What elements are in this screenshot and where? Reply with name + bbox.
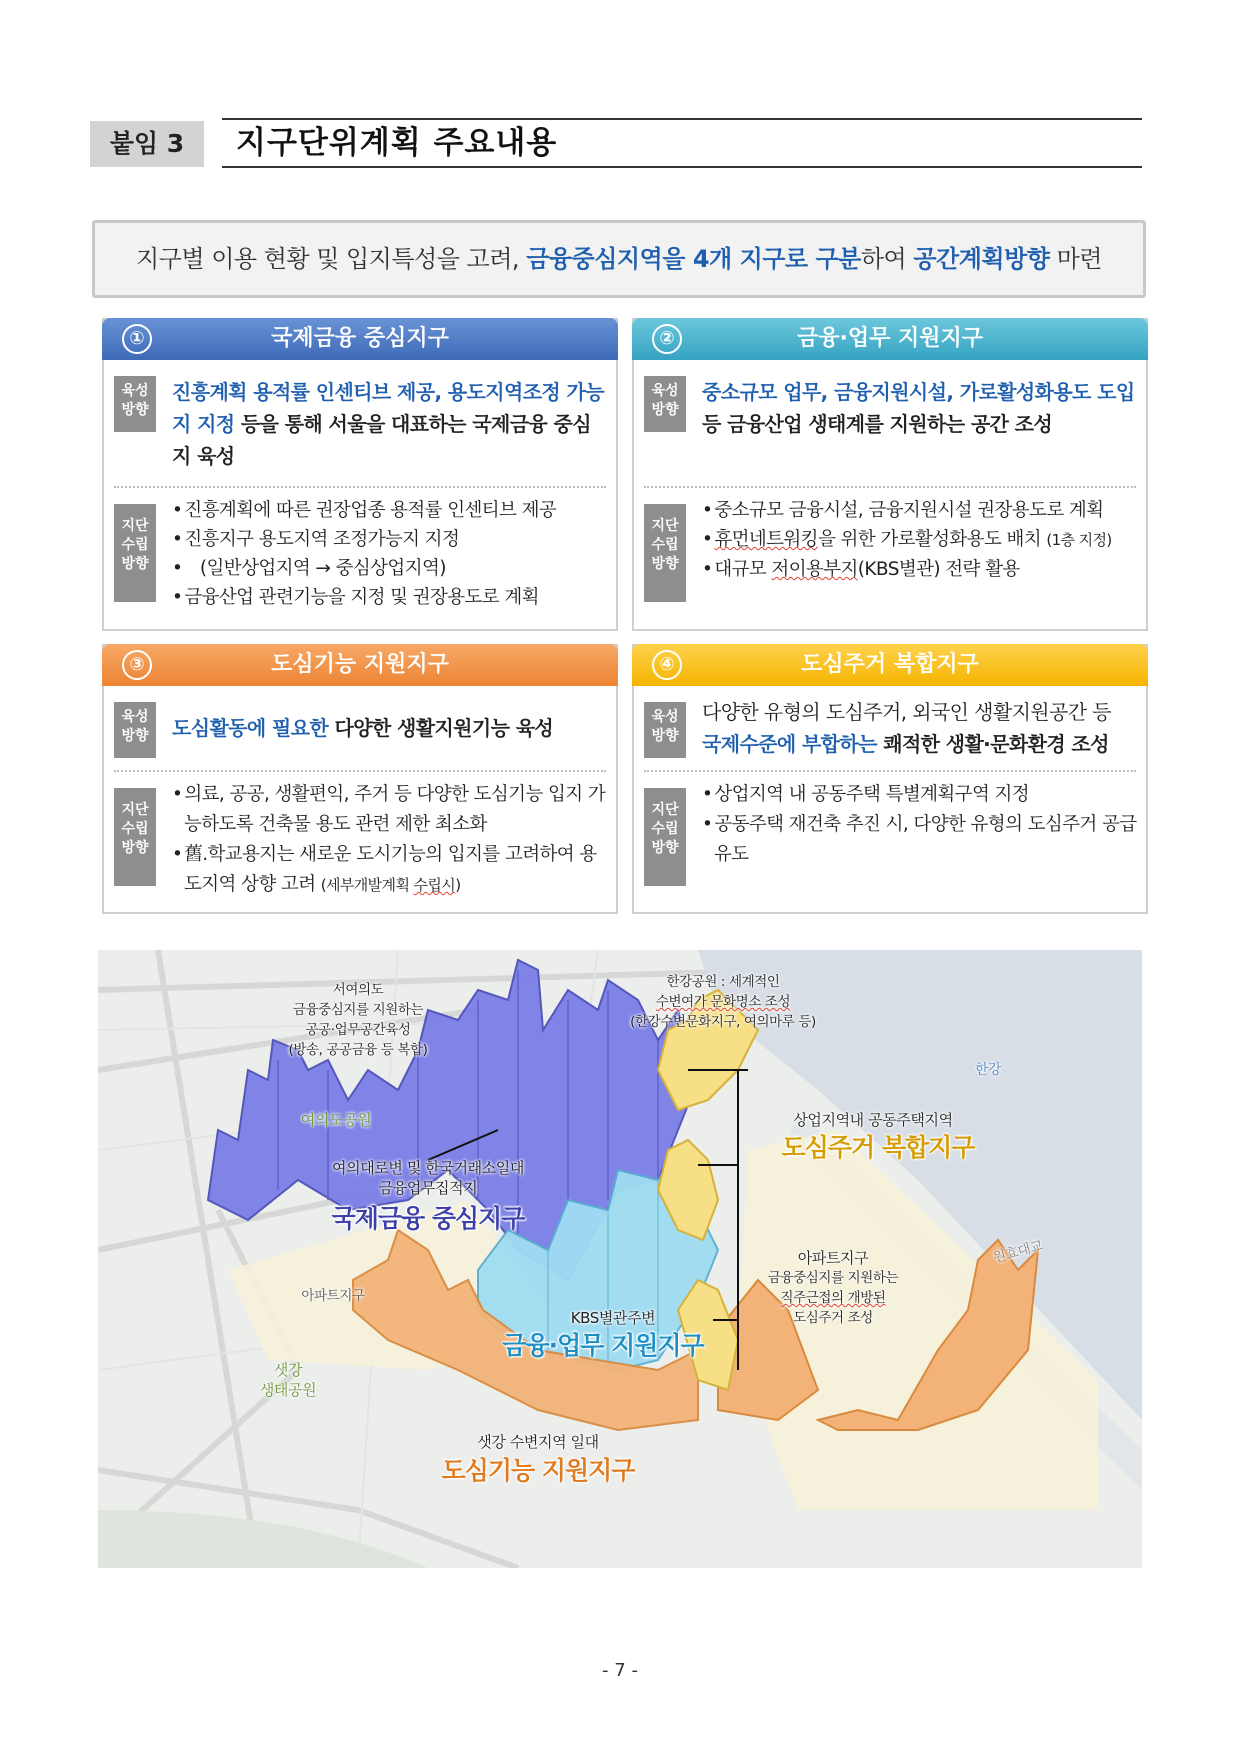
list-item: • 공동주택 재건축 추진 시, 다양한 유형의 도심주거 공급 유도 [702, 810, 1138, 870]
label-hangang: 한강 [974, 1062, 1002, 1078]
summary-box [92, 220, 1146, 298]
label-district-3: 도심기능 지원지구 [441, 1456, 635, 1485]
list-item: • 의료, 공공, 생활편익, 주거 등 다양한 도심기능 입지 가능하도록 건축물 용도 관련 제한 최소화 [172, 780, 608, 840]
label-kbs: KBS별관주변 [570, 1309, 656, 1327]
list-item: • (일반상업지역 → 중심상업지역) [172, 554, 608, 583]
divider [114, 486, 606, 488]
list-item: • 상업지역 내 공동주택 특별계획구역 지정 [702, 780, 1138, 810]
dev-direction-row [644, 376, 1138, 476]
label-seoyeouido: 서여의도 금융중심지를 지원하는 공공·업무공간육성 (방송, 공공금융 등 복합) [288, 982, 428, 1058]
list-item: • 금융산업 관련기능을 지정 및 권장용도로 계획 [172, 583, 608, 612]
dev-direction-row [114, 702, 608, 762]
dev-direction-row [644, 696, 1138, 766]
label-apt-left: 아파트지구 [301, 1288, 365, 1304]
plan-bullet-list [172, 496, 608, 612]
panel-number: ① [122, 324, 152, 354]
plan-direction-row [644, 780, 1138, 904]
label-hangang-park: 한강공원 : 세계적인 수변여가 문화명소 조성 (한강수변문화지구, 여의마루 등) [630, 974, 816, 1030]
summary-text-3: 마련 [1049, 245, 1102, 273]
plan-direction-tag: 지단 수립 방향 [644, 788, 686, 886]
label-wonhyo-bridge: 원효대교 [991, 1237, 1045, 1267]
plan-direction-row [114, 780, 608, 904]
plan-direction-row [114, 496, 608, 618]
list-item: • 대규모 저이용부지(KBS별관) 전략 활용 [702, 555, 1138, 584]
dev-direction-tag: 육성 방향 [644, 702, 686, 758]
label-yeouido-park: 여의도공원 [300, 1111, 372, 1129]
list-item: • 舊.학교용지는 새로운 도시기능의 입지를 고려하여 용도지역 상향 고려 (세부개발계획 수립시) [172, 840, 608, 900]
list-item: • 중소규모 금융시설, 금융지원시설 권장용도로 계획 [702, 496, 1138, 525]
page-number: - 7 - [602, 1660, 638, 1681]
panel-title: 국제금융 중심지구 [271, 326, 449, 351]
panel-number: ④ [652, 650, 682, 680]
divider [644, 770, 1136, 772]
dev-direction-text: 중소규모 업무, 금융지원시설, 가로활성화용도 도입 등 금융산업 생태계를 지원하는 공간 조성 [702, 380, 1135, 436]
summary-highlight-2: 공간계획방향 [913, 245, 1050, 273]
panel-header [632, 644, 1148, 686]
panel-number: ③ [122, 650, 152, 680]
list-item: • 진흥지구 용도지역 조정가능지 지정 [172, 525, 608, 554]
district-panel-4 [632, 644, 1148, 914]
page-title: 지구단위계획 주요내용 [222, 118, 1142, 168]
panel-header [632, 318, 1148, 360]
district-map [98, 950, 1142, 1568]
divider [114, 770, 606, 772]
summary-highlight-1: 금융중심지역을 4개 지구로 구분 [526, 245, 861, 273]
page-header [90, 118, 1142, 170]
plan-direction-tag: 지단 수립 방향 [644, 504, 686, 602]
plan-bullet-list [702, 496, 1138, 584]
district-panel-1 [102, 318, 618, 631]
district-panel-3 [102, 644, 618, 914]
dev-direction-row [114, 376, 608, 476]
dev-direction-tag: 육성 방향 [644, 376, 686, 432]
label-district-2: 금융·업무 지원지구 [502, 1331, 704, 1360]
list-item: • 휴먼네트워킹을 위한 가로활성화용도 배치 (1층 지정) [702, 525, 1138, 555]
summary-text-1: 지구별 이용 현황 및 입지특성을 고려, [136, 245, 527, 273]
panel-title: 도심주거 복합지구 [801, 652, 979, 677]
label-finance-area: 여의대로변 및 한국거래소일대 금융업무집적지 [332, 1159, 524, 1197]
plan-direction-tag: 지단 수립 방향 [114, 504, 156, 602]
panel-header [102, 318, 618, 360]
summary-text-2: 하여 [860, 245, 914, 273]
plan-bullet-list [172, 780, 608, 900]
panel-title: 도심기능 지원지구 [271, 652, 449, 677]
dev-direction-text: 다양한 유형의 도심주거, 외국인 생활지원공간 등 국제수준에 부합하는 쾌적한 생활·문화환경 조성 [702, 700, 1111, 756]
label-apt-right: 아파트지구 금융중심지를 지원하는 직주근접의 개방된 도심주거 조성 [767, 1249, 899, 1326]
divider [644, 486, 1136, 488]
dev-direction-tag: 육성 방향 [114, 702, 156, 758]
plan-direction-tag: 지단 수립 방향 [114, 788, 156, 886]
label-commercial-housing: 상업지역내 공동주택지역 [793, 1111, 953, 1129]
label-saetgang-park: 샛강 생태공원 [259, 1361, 317, 1399]
panel-number: ② [652, 324, 682, 354]
panel-title: 금융·업무 지원지구 [796, 326, 984, 351]
dev-direction-text: 진흥계획 용적률 인센티브 제공, 용도지역조정 가능지 지정 등을 통해 서울을 대표하는 국제금융 중심지 육성 [172, 380, 604, 468]
label-district-1: 국제금융 중심지구 [331, 1204, 525, 1233]
label-district-4: 도심주거 복합지구 [781, 1133, 975, 1162]
plan-bullet-list [702, 780, 1138, 870]
dev-direction-text: 도심활동에 필요한 다양한 생활지원기능 육성 [172, 716, 554, 740]
list-item: • 진흥계획에 따른 권장업종 용적률 인센티브 제공 [172, 496, 608, 525]
label-saetgang-river: 샛강 수변지역 일대 [477, 1433, 599, 1451]
plan-direction-row [644, 496, 1138, 618]
dev-direction-tag: 육성 방향 [114, 376, 156, 432]
attachment-tag: 붙임 3 [90, 121, 204, 167]
district-panel-2 [632, 318, 1148, 631]
panel-header [102, 644, 618, 686]
